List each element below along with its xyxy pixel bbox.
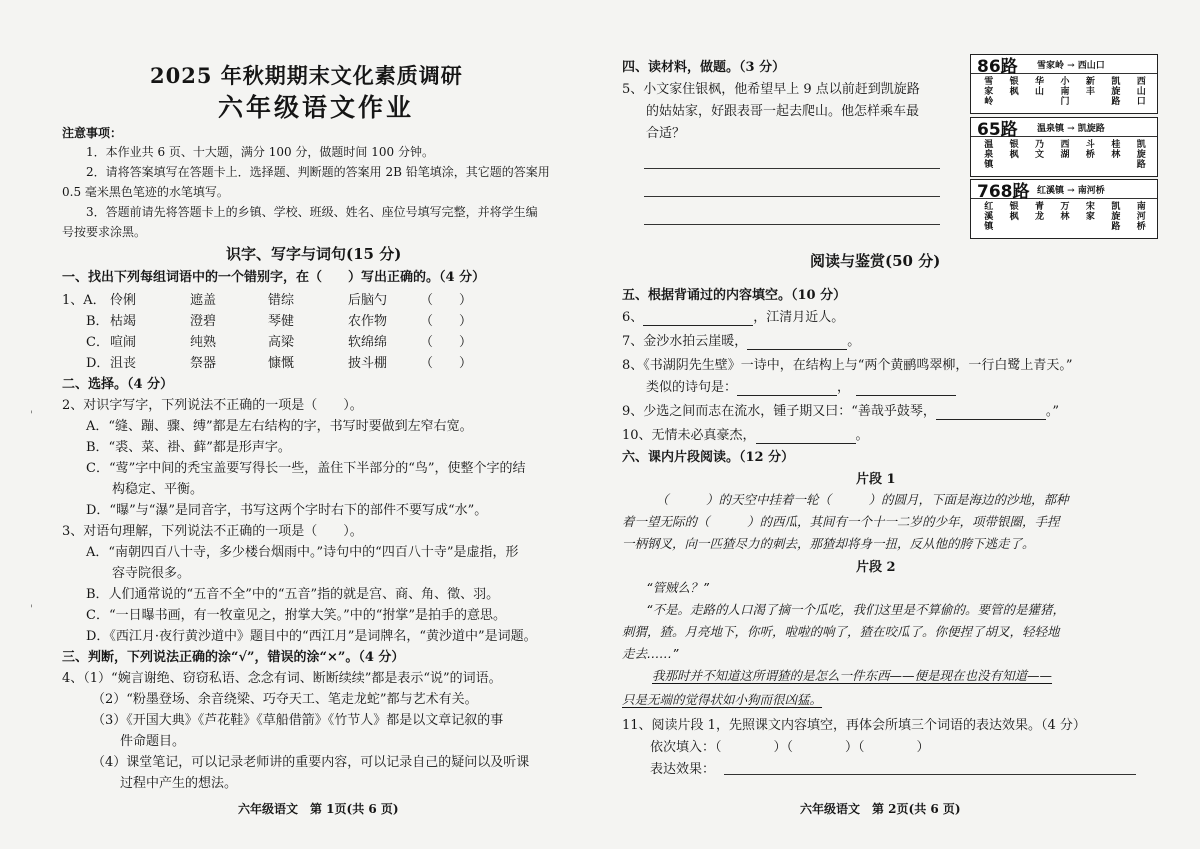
passage-line: “不是。走路的人口渴了摘一个瓜吃，我们这里是不算偷的。要管的是獾猪，: [646, 602, 1065, 617]
question-heading: 三、判断，下列说法正确的涂“√”，错误的涂“×”。（4 分）: [62, 650, 405, 665]
bus-route-card: [970, 179, 1158, 239]
option-label: 1、A．: [62, 293, 106, 308]
option-line: A．“缝、蹦、骤、缚”都是左右结构的字，书写时要做到左窄右宽。: [86, 419, 473, 434]
word: 农作物: [348, 314, 388, 329]
question-line: 的姑姑家，好跟表哥一起去爬山。他怎样乘车最: [646, 104, 920, 119]
section-heading: 识字、写字与词句(15 分): [226, 245, 402, 263]
bus-number: 65路: [977, 119, 1018, 140]
note-line: 号按要求涂黑。: [62, 225, 147, 239]
option-line: B．“裘、菜、褂、藓”都是形声字。: [86, 440, 291, 455]
question-heading: 五、根据背诵过的内容填空。（10 分）: [622, 288, 847, 303]
bus-stop: 宋家: [1083, 201, 1094, 221]
word: 喧闹: [110, 335, 137, 350]
fill-question: [622, 306, 844, 326]
fill-question: [622, 354, 1073, 373]
bus-stop: 西山口: [1134, 76, 1145, 106]
scan-mark: ': [30, 604, 33, 615]
fill-blank[interactable]: [747, 334, 847, 350]
judge-line: （4）课堂笔记，可以记录老师讲的重要内容，可以记录自己的疑问以及听课: [92, 755, 530, 770]
word: 软绵绵: [348, 335, 388, 350]
underlined-sentence: 我那时并不知道这所谓猹的是怎么一件东西——便是现在也没有知道——: [652, 668, 1053, 683]
fill-blank[interactable]: [737, 380, 837, 396]
question-line: 3、对语句理解，下列说法不正确的一项是（ ）。: [62, 524, 363, 539]
bus-stop: 桂林: [1109, 139, 1120, 159]
bus-stop: 银枫: [1007, 139, 1018, 159]
fill-in-row[interactable]: 依次填入：（ ）（ ）（ ）: [650, 740, 930, 755]
fill-suffix: 。: [847, 334, 861, 349]
bus-route-card: [970, 54, 1158, 114]
fill-blank[interactable]: [643, 310, 753, 326]
page-footer: 六年级语文 第 1页(共 6 页): [238, 802, 399, 816]
fill-blank[interactable]: [856, 380, 956, 396]
question-heading: 四、读材料，做题。（3 分）: [622, 60, 786, 75]
passage-line: “管贼么？”: [646, 580, 709, 595]
passage-line: 一柄钢叉，向一匹猹尽力的刺去，那猹却将身一扭，反从他的胯下逃走了。: [622, 536, 1035, 551]
fill-question: [622, 400, 1059, 420]
answer-paren[interactable]: （ ）: [420, 356, 473, 371]
bus-stop: 乃文: [1033, 139, 1044, 159]
fragment-title: 片段 2: [856, 560, 896, 575]
fill-suffix: 。: [855, 428, 869, 443]
option-line: 容寺院很多。: [112, 566, 191, 581]
fill-question: [622, 330, 860, 350]
bus-stop: 凯旋路: [1109, 76, 1120, 106]
note-line: 3．答题前请先将答题卡上的乡镇、学校、班级、姓名、座位号填写完整，并将学生编: [86, 205, 538, 219]
bus-stop: 西湖: [1058, 139, 1069, 159]
question-line: 合适？: [646, 126, 686, 141]
fill-prefix: 7、金沙水拍云崖暖，: [622, 334, 748, 349]
option-line: A．“南朝四百八十寺，多少楼台烟雨中。”诗句中的“四百八十寺”是虚指，形: [86, 545, 519, 560]
word: 祭器: [190, 356, 217, 371]
fill-question: [646, 376, 956, 396]
fill-prefix: 类似的诗句是：: [646, 380, 738, 395]
bus-stop: 凯旋路: [1134, 139, 1145, 169]
passage-line: 着一望无际的（ ）的西瓜，其间有一个十一二岁的少年，项带银圈，手捏: [622, 514, 1060, 529]
word: 枯竭: [110, 314, 137, 329]
option-line: B．人们通常说的“五音不全”中的“五音”指的就是宫、商、角、徵、羽。: [86, 587, 500, 602]
question-heading: 一、找出下列每组词语中的一个错别字，在（ ）写出正确的。（4 分）: [62, 270, 486, 285]
answer-paren[interactable]: （ ）: [420, 293, 473, 308]
note-line: 0.5 毫米黑色笔迹的水笔填写。: [62, 185, 229, 199]
fill-question: [622, 424, 869, 444]
option-label: D．: [86, 356, 110, 371]
word: 高梁: [268, 335, 295, 350]
option-line: C．“一日曝书画，有一牧童见之，拊掌大笑。”中的“拊掌”是拍手的意思。: [86, 608, 507, 623]
note-line: 2．请将答案填写在答题卡上．选择题、判断题的答案用 2B 铅笔填涂，其它题的答案用: [86, 165, 550, 179]
effect-answer-line[interactable]: [724, 774, 1136, 775]
bus-stop: 温泉镇: [982, 139, 993, 169]
fill-suffix: 。”: [1045, 404, 1060, 419]
word: 慷慨: [268, 356, 295, 371]
judge-line: （2）“粉墨登场、余音绕梁、巧夺天工、笔走龙蛇”都与艺术有关。: [92, 692, 478, 707]
bus-stop: 银枫: [1007, 76, 1018, 96]
fill-blank[interactable]: [756, 428, 856, 444]
judge-line: 件命题目。: [120, 734, 186, 749]
word: 错综: [268, 293, 295, 308]
bus-stop: 凯旋路: [1109, 201, 1120, 231]
question-heading: 二、选择。（4 分）: [62, 377, 174, 392]
fill-suffix: ，江清月近人。: [753, 310, 845, 325]
bus-stop: 红溪镇: [982, 201, 993, 231]
bus-stop: 雪家岭: [982, 76, 993, 106]
option-line: 构稳定、平衡。: [112, 482, 204, 497]
scan-mark: ': [30, 410, 33, 421]
answer-paren[interactable]: （ ）: [420, 314, 473, 329]
passage-line: 走去……”: [622, 646, 679, 661]
underlined-sentence: 只是无端的觉得状如小狗而很凶猛。: [622, 692, 823, 707]
word: 沮丧: [110, 356, 137, 371]
answer-line[interactable]: [644, 168, 940, 169]
word: 伶俐: [110, 293, 137, 308]
word: 遮盖: [190, 293, 217, 308]
note-line: 1．本作业共 6 页、十大题，满分 100 分，做题时间 100 分钟。: [86, 145, 434, 159]
bus-stop: 万林: [1058, 201, 1069, 221]
bus-stop: 斗桥: [1083, 139, 1094, 159]
fill-prefix: 6、: [622, 310, 644, 325]
page-footer: 六年级语文 第 2页(共 6 页): [800, 802, 961, 816]
question-line: 2、对识字写字，下列说法不正确的一项是（ ）。: [62, 398, 363, 413]
judge-line: 4、（1）“婉言谢绝、窃窃私语、念念有词、断断续续”都是表示“说”的词语。: [62, 671, 502, 686]
word: 琴健: [268, 314, 295, 329]
option-line: D．《西江月·夜行黄沙道中》题目中的“西江月”是词牌名，“黄沙道中”是词题。: [86, 629, 537, 644]
fill-prefix: 10、无情未必真豪杰，: [622, 428, 756, 443]
word: 澄碧: [190, 314, 217, 329]
bus-stop: 华山: [1033, 76, 1044, 96]
bus-number: 768路: [977, 181, 1030, 202]
word: 纯熟: [190, 335, 217, 350]
word: 后脑勺: [348, 293, 388, 308]
fragment-title: 片段 1: [856, 472, 896, 487]
bus-stop: 银枫: [1007, 201, 1018, 221]
judge-line: 过程中产生的想法。: [120, 776, 238, 791]
effect-label: 表达效果：: [650, 762, 716, 777]
bus-route-card: [970, 117, 1158, 177]
word: 披斗棚: [348, 356, 388, 371]
bus-stop: 小南门: [1058, 76, 1069, 106]
bus-stop: 南河桥: [1134, 201, 1145, 231]
fill-blank[interactable]: [936, 404, 1046, 420]
fill-prefix: 8、《书湖阴先生壁》一诗中，在结构上与“两个黄鹂鸣翠柳，一行白鹭上青天。”: [622, 358, 1073, 373]
question-heading: 六、课内片段阅读。（12 分）: [622, 450, 795, 465]
passage-line: （ ）的天空中挂着一轮（ ）的圆月，下面是海边的沙地，都种: [656, 492, 1069, 507]
bus-route: 雪家岭 → 西山口: [1037, 60, 1105, 71]
bus-stop: 青龙: [1033, 201, 1044, 221]
bus-number: 86路: [977, 56, 1018, 77]
exam-subtitle: 六年级语文作业: [218, 93, 415, 122]
answer-line[interactable]: [644, 224, 940, 225]
bus-route: 红溪镇 → 南河桥: [1037, 185, 1105, 196]
option-label: B．: [86, 314, 109, 329]
option-label: C．: [86, 335, 109, 350]
option-line: D．“曝”与“瀑”是同音字，书写这两个字时右下的部件不要写成“水”。: [86, 503, 488, 518]
question-line: 5、小文家住银枫，他希望早上 9 点以前赶到凯旋路: [622, 82, 920, 97]
bus-route: 温泉镇 → 凯旋路: [1037, 123, 1105, 134]
answer-paren[interactable]: （ ）: [420, 335, 473, 350]
exam-title: 2025 年秋期期末文化素质调研: [150, 63, 463, 88]
fill-prefix: 9、少选之间而志在流水，锺子期又曰：“善哉乎鼓琴，: [622, 404, 936, 419]
section-heading: 阅读与鉴赏(50 分): [810, 252, 941, 270]
question-line: 11、阅读片段 1，先照课文内容填空，再体会所填三个词语的表达效果。（4 分）: [622, 718, 1086, 733]
notes-heading: 注意事项：: [62, 126, 123, 140]
passage-line: 刺猬，猹。月亮地下，你听，啦啦的响了，猹在咬瓜了。你便捏了胡叉，轻轻地: [622, 624, 1060, 639]
answer-line[interactable]: [644, 196, 940, 197]
judge-line: （3）《开国大典》《芦花鞋》《草船借箭》《竹节人》都是以文章记叙的事: [92, 713, 504, 728]
bus-stop: 新丰: [1083, 76, 1094, 96]
fill-suffix: ，: [837, 380, 851, 395]
option-line: C．“莺”字中间的秃宝盖要写得长一些，盖住下半部分的“鸟”，使整个字的结: [86, 461, 526, 476]
